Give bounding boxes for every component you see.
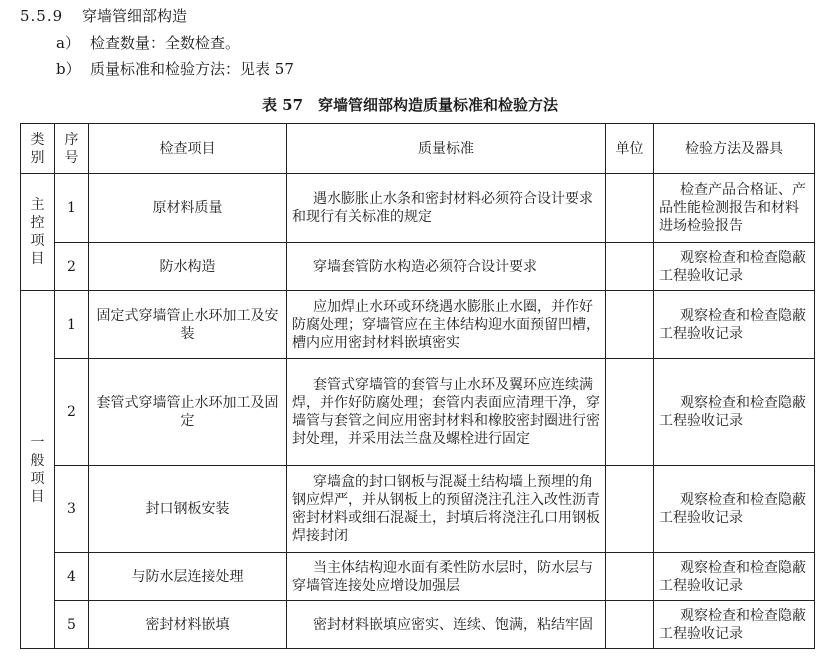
standard-cell: 密封材料嵌填应密实、连续、饱满，粘结牢固 [287, 601, 606, 649]
list-item-label: a） [56, 34, 80, 52]
table-row [21, 601, 815, 649]
table-row [21, 553, 815, 601]
item-cell: 防水构造 [89, 243, 287, 291]
unit-cell [606, 243, 654, 291]
item-cell: 封口钢板安装 [89, 466, 287, 553]
seq-cell: 1 [55, 174, 89, 243]
quality-standard-table [20, 123, 815, 649]
item-cell: 套管式穿墙管止水环加工及固定 [89, 359, 287, 466]
list-item-text: 检查数量：全数检查。 [90, 34, 241, 52]
category-cell: 一般项目 [21, 291, 55, 649]
section-title: 穿墙管细部构造 [82, 7, 188, 25]
list-item [56, 33, 240, 53]
item-cell: 原材料质量 [89, 174, 287, 243]
unit-cell [606, 466, 654, 553]
seq-cell: 4 [55, 553, 89, 601]
table-row [21, 291, 815, 359]
seq-cell: 5 [55, 601, 89, 649]
header-method: 检验方法及器具 [654, 124, 815, 174]
section-number: 5.5.9 [20, 7, 64, 25]
seq-cell: 3 [55, 466, 89, 553]
header-item: 检查项目 [89, 124, 287, 174]
standard-cell: 穿墙盒的封口钢板与混凝土结构墙上预埋的角钢应焊严，并从钢板上的预留浇注孔注入改性沥青密封材料或细石混凝土，封填后将浇注孔口用钢板焊接封闭 [287, 466, 606, 553]
method-cell: 观察检查和检查隐蔽工程验收记录 [654, 291, 815, 359]
list-item-text: 质量标准和检验方法：见表 57 [90, 60, 294, 78]
header-standard: 质量标准 [287, 124, 606, 174]
item-cell: 与防水层连接处理 [89, 553, 287, 601]
standard-cell: 遇水膨胀止水条和密封材料必须符合设计要求和现行有关标准的规定 [287, 174, 606, 243]
list-item-label: b） [56, 60, 81, 78]
method-cell: 检查产品合格证、产品性能检测报告和材料进场检验报告 [654, 174, 815, 243]
method-cell: 观察检查和检查隐蔽工程验收记录 [654, 553, 815, 601]
standard-cell: 穿墙套管防水构造必须符合设计要求 [287, 243, 606, 291]
method-cell: 观察检查和检查隐蔽工程验收记录 [654, 601, 815, 649]
item-cell: 固定式穿墙管止水环加工及安装 [89, 291, 287, 359]
section-heading [20, 6, 187, 26]
method-cell: 观察检查和检查隐蔽工程验收记录 [654, 466, 815, 553]
unit-cell [606, 601, 654, 649]
unit-cell [606, 553, 654, 601]
standard-cell: 应加焊止水环或环绕遇水膨胀止水圈，并作好防腐处理；穿墙管应在主体结构迎水面预留凹槽，槽内应用密封材料嵌填密实 [287, 291, 606, 359]
standard-cell: 当主体结构迎水面有柔性防水层时，防水层与穿墙管连接处应增设加强层 [287, 553, 606, 601]
table-header-row [21, 124, 815, 174]
header-unit: 单位 [606, 124, 654, 174]
unit-cell [606, 359, 654, 466]
list-item [56, 59, 294, 79]
header-category: 类别 [21, 124, 55, 174]
method-cell: 观察检查和检查隐蔽工程验收记录 [654, 359, 815, 466]
unit-cell [606, 291, 654, 359]
method-cell: 观察检查和检查隐蔽工程验收记录 [654, 243, 815, 291]
item-cell: 密封材料嵌填 [89, 601, 287, 649]
table-row [21, 174, 815, 243]
category-cell: 主控项目 [21, 174, 55, 291]
table-row [21, 359, 815, 466]
standard-cell: 套管式穿墙管的套管与止水环及翼环应连续满焊，并作好防腐处理；套管内表面应清理干净，穿墙管与套管之间应用密封材料和橡胶密封圈进行密封处理，并采用法兰盘及螺栓进行固定 [287, 359, 606, 466]
seq-cell: 2 [55, 359, 89, 466]
table-caption: 表 57 穿墙管细部构造质量标准和检验方法 [261, 96, 559, 114]
table-row [21, 466, 815, 553]
seq-cell: 2 [55, 243, 89, 291]
seq-cell: 1 [55, 291, 89, 359]
header-seq: 序号 [55, 124, 89, 174]
table-row [21, 243, 815, 291]
unit-cell [606, 174, 654, 243]
